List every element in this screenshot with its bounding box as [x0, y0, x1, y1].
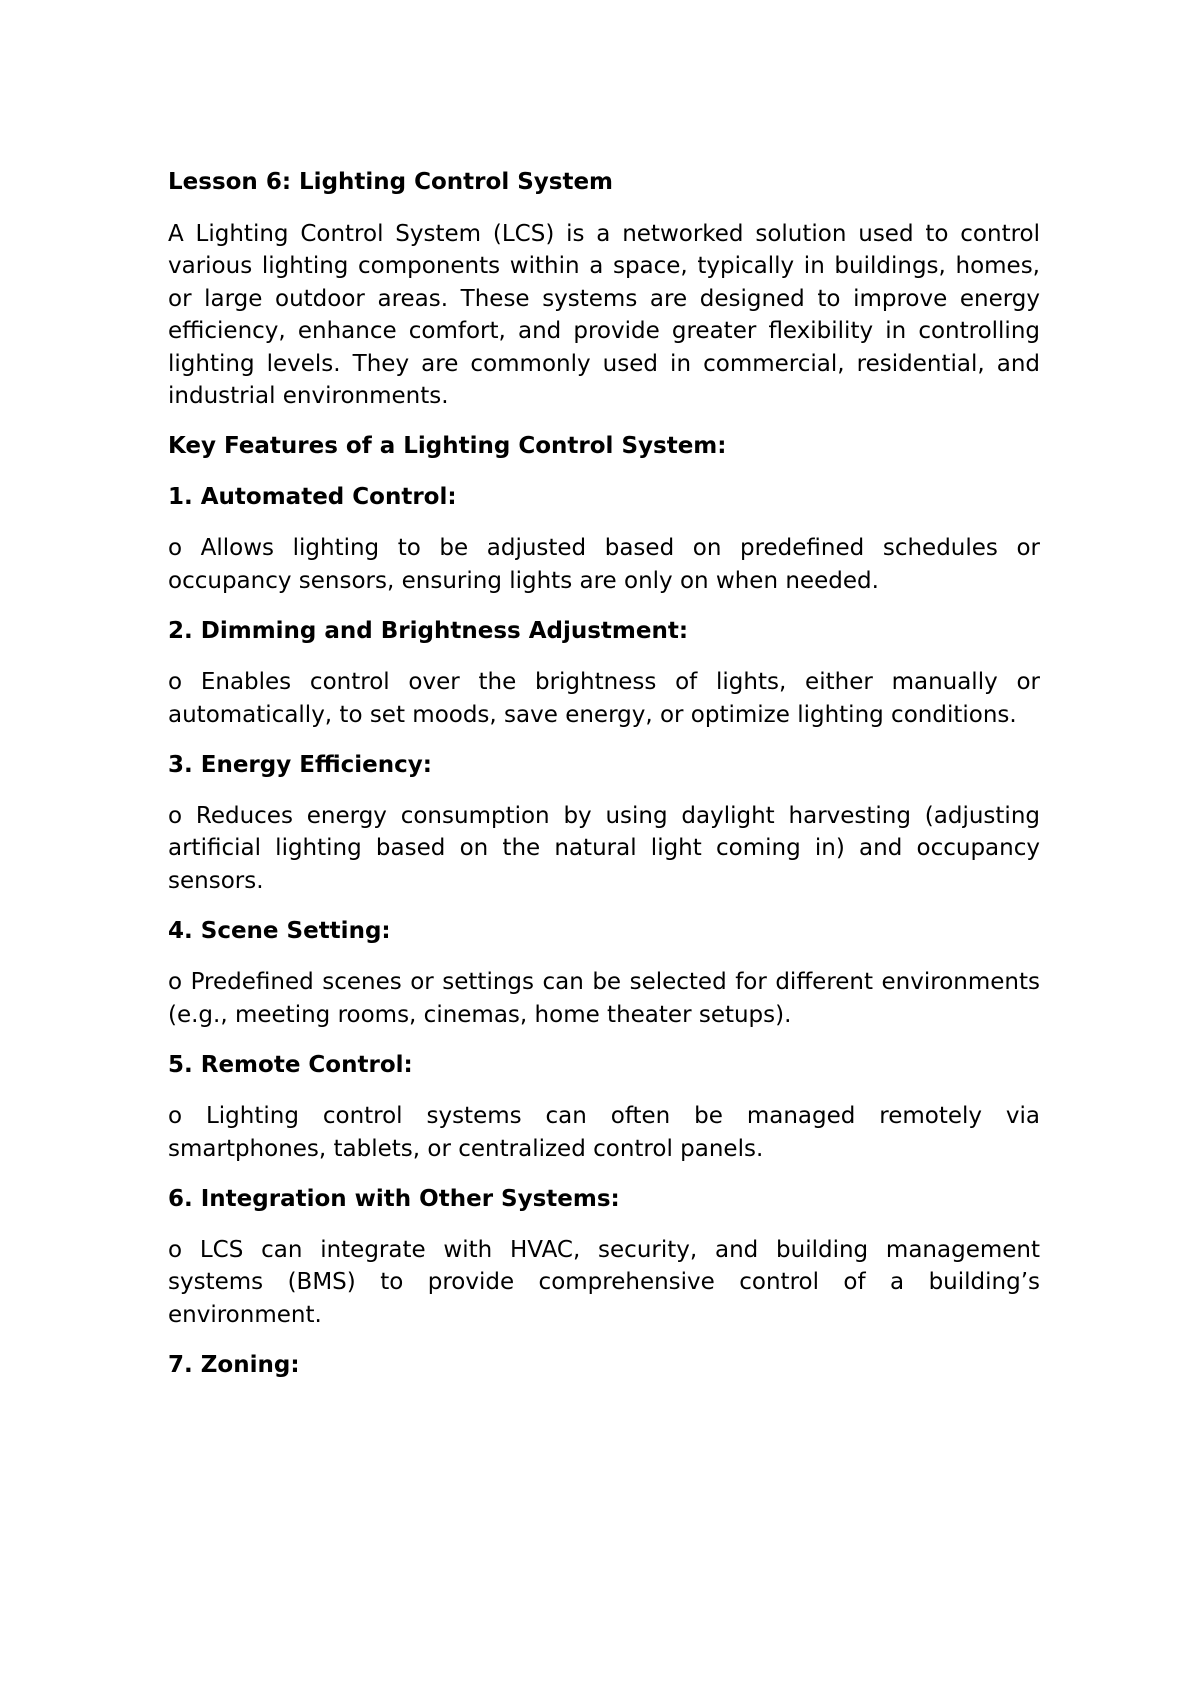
feature-heading: 7. Zoning:	[168, 1352, 300, 1379]
feature-text: o Reduces energy consumption by using daylight harvesting (adjusting artificial lighting based on the natural light coming in) and occupancy sensors.	[168, 803, 1040, 894]
intro-paragraph: A Lighting Control System (LCS) is a networked solution used to control various lighting components within a space, typically in buildings, homes, or large outdoor areas. These systems are designed to improve energy efficiency, enhance comfort, and provide greater flexibility in controlling lighting levels. They are commonly used in commercial, residential, and industrial environments.	[168, 221, 1040, 410]
feature-heading: 1. Automated Control:	[168, 484, 457, 511]
feature-heading: 2. Dimming and Brightness Adjustment:	[168, 618, 689, 645]
feature-text: o Predefined scenes or settings can be selected for different environments (e.g., meeting rooms, cinemas, home theater setups).	[168, 969, 1040, 1028]
document-title: Lesson 6: Lighting Control System	[168, 169, 614, 195]
feature-text: o Enables control over the brightness of lights, either manually or automatically, to set moods, save energy, or optimize lighting conditions.	[168, 669, 1040, 728]
document-page	[168, 166, 1040, 1400]
feature-text: o LCS can integrate with HVAC, security, and building management systems (BMS) to provide comprehensive control of a building’s environment.	[168, 1236, 1040, 1328]
feature-heading: 6. Integration with Other Systems:	[168, 1185, 620, 1212]
feature-heading: 3. Energy Efficiency:	[168, 752, 432, 779]
feature-heading: 5. Remote Control:	[168, 1052, 413, 1079]
feature-heading: 4. Scene Setting:	[168, 918, 391, 945]
feature-text: o Allows lighting to be adjusted based on predefined schedules or occupancy sensors, ensuring lights are only on when needed.	[168, 535, 1040, 594]
features-heading: Key Features of a Lighting Control System:	[168, 433, 727, 460]
feature-text: o Lighting control systems can often be managed remotely via smartphones, tablets, or centralized control panels.	[168, 1103, 1040, 1162]
